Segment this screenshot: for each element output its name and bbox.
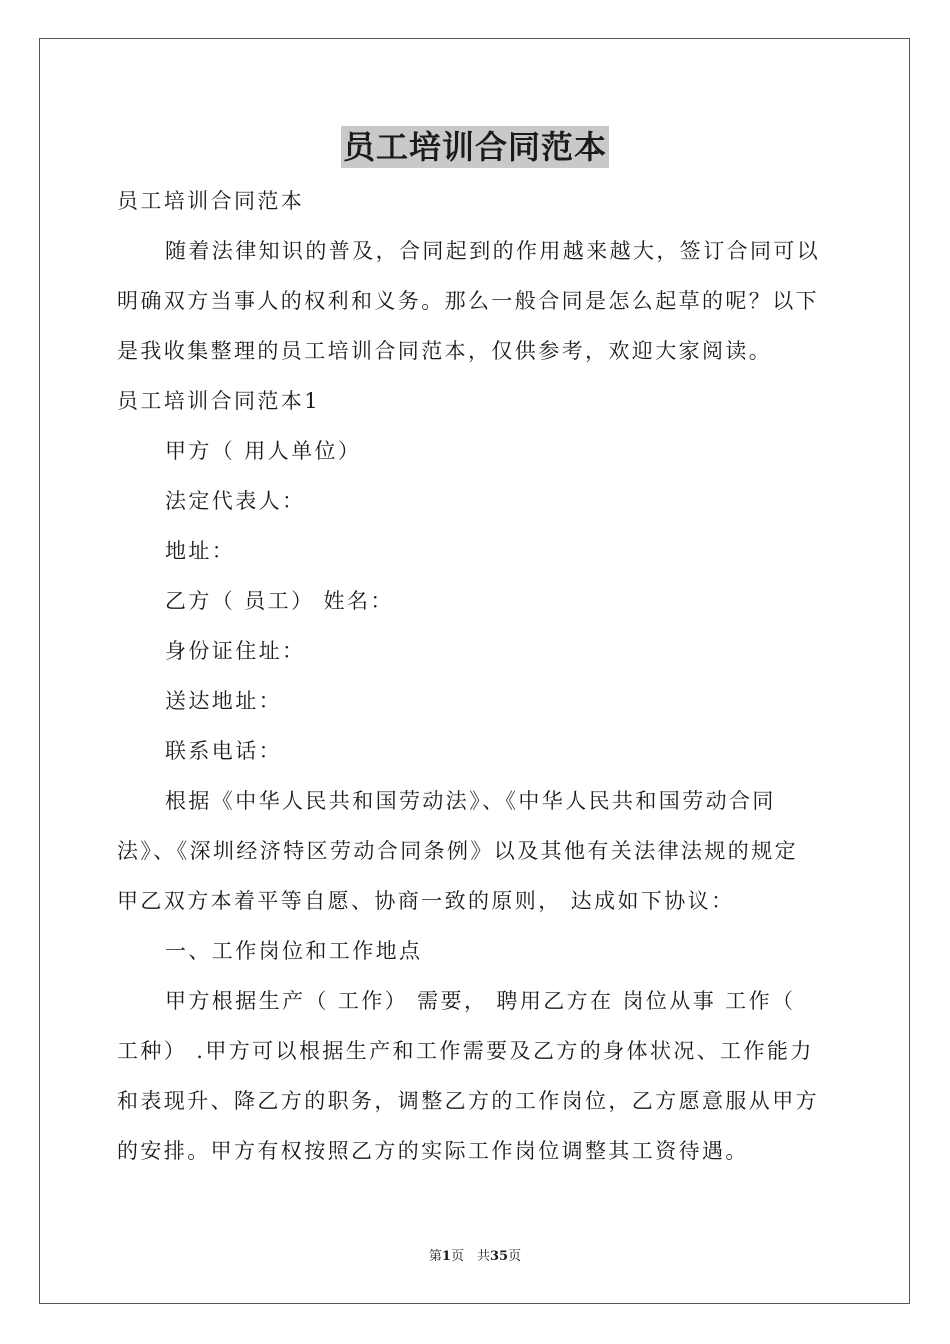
text-line: 法定代表人： bbox=[165, 489, 306, 513]
text-line: 的安排。甲方有权按照乙方的实际工作岗位调整其工资待遇。 bbox=[117, 1139, 749, 1163]
title-container bbox=[0, 126, 950, 168]
document-body bbox=[117, 176, 835, 1176]
footer-prefix: 第 bbox=[428, 1249, 442, 1264]
text-line: 送达地址： bbox=[165, 689, 282, 713]
text-line: 随着法律知识的普及，合同起到的作用越来越大，签订合同可以 bbox=[165, 239, 821, 263]
text-line: 甲方根据生产（ 工作） 需要， 聘用乙方在 岗位从事 工作（ bbox=[165, 989, 796, 1013]
text-line: 根据《中华人民共和国劳动法》、《中华人民共和国劳动合同 bbox=[165, 789, 776, 813]
footer-middle: 页 共 bbox=[450, 1249, 490, 1264]
text-line: 甲乙双方本着平等自愿、协商一致的原则， 达成如下协议： bbox=[117, 889, 735, 913]
footer-suffix: 页 bbox=[508, 1249, 522, 1264]
text-line: 身份证住址： bbox=[165, 639, 306, 663]
text-line: 联系电话： bbox=[165, 739, 282, 763]
text-line: 和表现升、降乙方的职务，调整乙方的工作岗位，乙方愿意服从甲方 bbox=[117, 1089, 819, 1113]
text-line: 工种） .甲方可以根据生产和工作需要及乙方的身体状况、工作能力 bbox=[117, 1039, 814, 1063]
text-line: 明确双方当事人的权利和义务。那么一般合同是怎么起草的呢？以下 bbox=[117, 289, 819, 313]
text-line: 法》、《深圳经济特区劳动合同条例》以及其他有关法律法规的规定 bbox=[117, 839, 798, 863]
text-line: 地址： bbox=[165, 539, 236, 563]
text-line: 是我收集整理的员工培训合同范本，仅供参考，欢迎大家阅读。 bbox=[117, 339, 773, 363]
document-title: 员工培训合同范本 bbox=[342, 128, 607, 166]
text-line: 员工培训合同范本 bbox=[117, 189, 305, 213]
footer-total-pages: 35 bbox=[489, 1249, 509, 1264]
text-line: 甲方（ 用人单位） bbox=[165, 439, 362, 463]
text-line: 员工培训合同范本1 bbox=[117, 389, 320, 413]
footer-current-page: 1 bbox=[441, 1249, 451, 1264]
text-line: 一、工作岗位和工作地点 bbox=[165, 939, 423, 963]
page-footer bbox=[0, 1248, 950, 1266]
text-line: 乙方（ 员工） 姓名： bbox=[165, 589, 394, 613]
